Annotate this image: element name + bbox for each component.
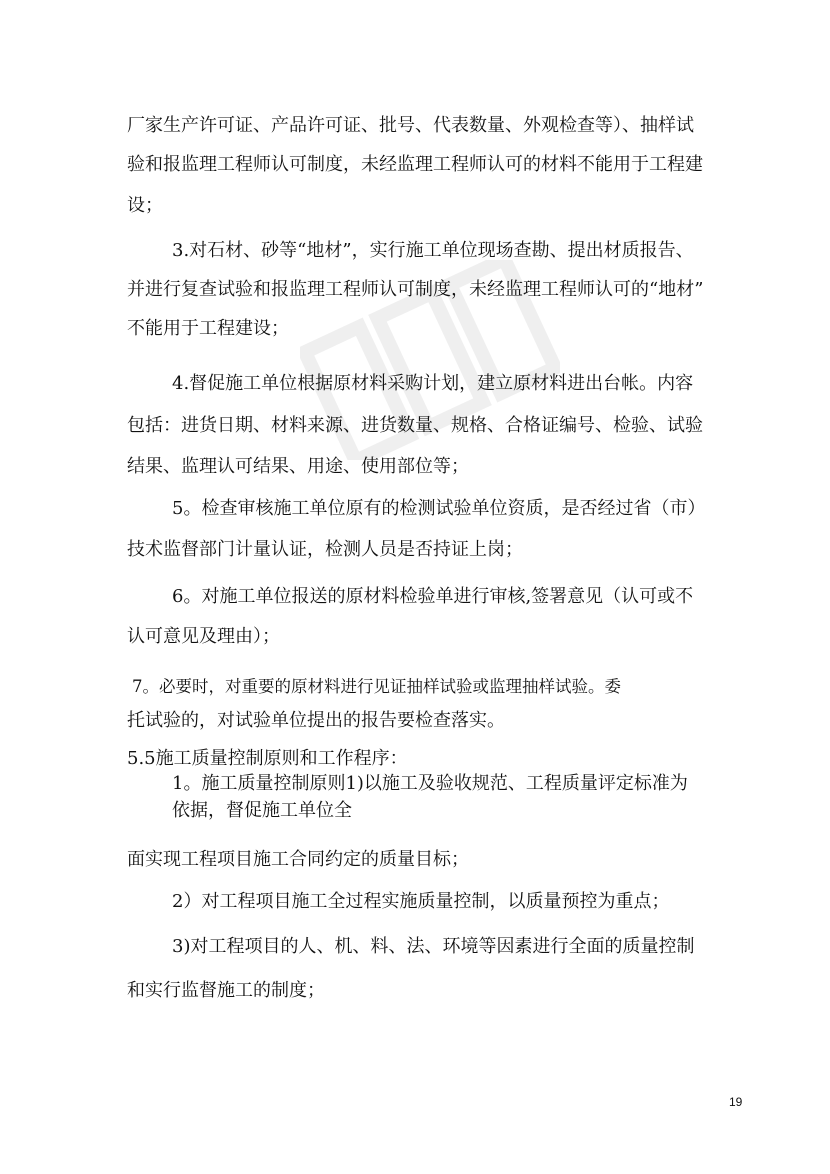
page-number: 19	[729, 1095, 743, 1109]
body-line: 技术监督部门计量认证，检测人员是否持证上岗；	[127, 539, 523, 560]
body-line: 验和报监理工程师认可制度，未经监理工程师认可的材料不能用于工程建	[127, 154, 703, 175]
body-line: 和实行监督施工的制度；	[127, 980, 325, 1001]
body-line: 2）对工程项目施工全过程实施质量控制，以质量预控为重点；	[172, 891, 670, 912]
body-line: 6。对施工单位报送的原材料检验单进行审核,签署意见（认可或不	[172, 586, 694, 607]
section-heading: 5.5施工质量控制原则和工作程序：	[127, 748, 408, 769]
body-line: 7。必要时，对重要的原材料进行见证抽样试验或监理抽样试验。委	[132, 677, 621, 696]
body-line: 托试验的，对试验单位提出的报告要检查落实。	[127, 710, 505, 731]
body-line: 3)对工程项目的人、机、料、法、环境等因素进行全面的质量控制	[172, 936, 695, 957]
body-line: 厂家生产许可证、产品许可证、批号、代表数量、外观检查等）、抽样试	[127, 115, 694, 136]
body-line: 5。检查审核施工单位原有的检测试验单位资质，是否经过省（市）	[172, 498, 706, 519]
body-line: 设；	[127, 195, 163, 216]
body-line: 并进行复查试验和报监理工程师认可制度，未经监理工程师认可的“地材”	[127, 279, 704, 300]
body-line: 面实现工程项目施工合同约定的质量目标；	[127, 849, 469, 870]
body-line: 4.督促施工单位根据原材料采购计划，建立原材料进出台帐。内容	[172, 373, 694, 394]
body-line: 3.对石材、砂等“地材”，实行施工单位现场查勘、提出材质报告、	[172, 240, 694, 261]
body-line: 依据，督促施工单位全	[172, 800, 352, 821]
body-line: 不能用于工程建设；	[127, 318, 289, 339]
body-line: 1。施工质量控制原则1)以施工及验收规范、工程质量评定标准为	[172, 773, 688, 794]
body-line: 认可意见及理由）；	[127, 626, 280, 647]
body-line: 结果、监理认可结果、用途、使用部位等；	[127, 456, 469, 477]
body-line: 包括：进货日期、材料来源、进货数量、规格、合格证编号、检验、试验	[127, 415, 703, 436]
